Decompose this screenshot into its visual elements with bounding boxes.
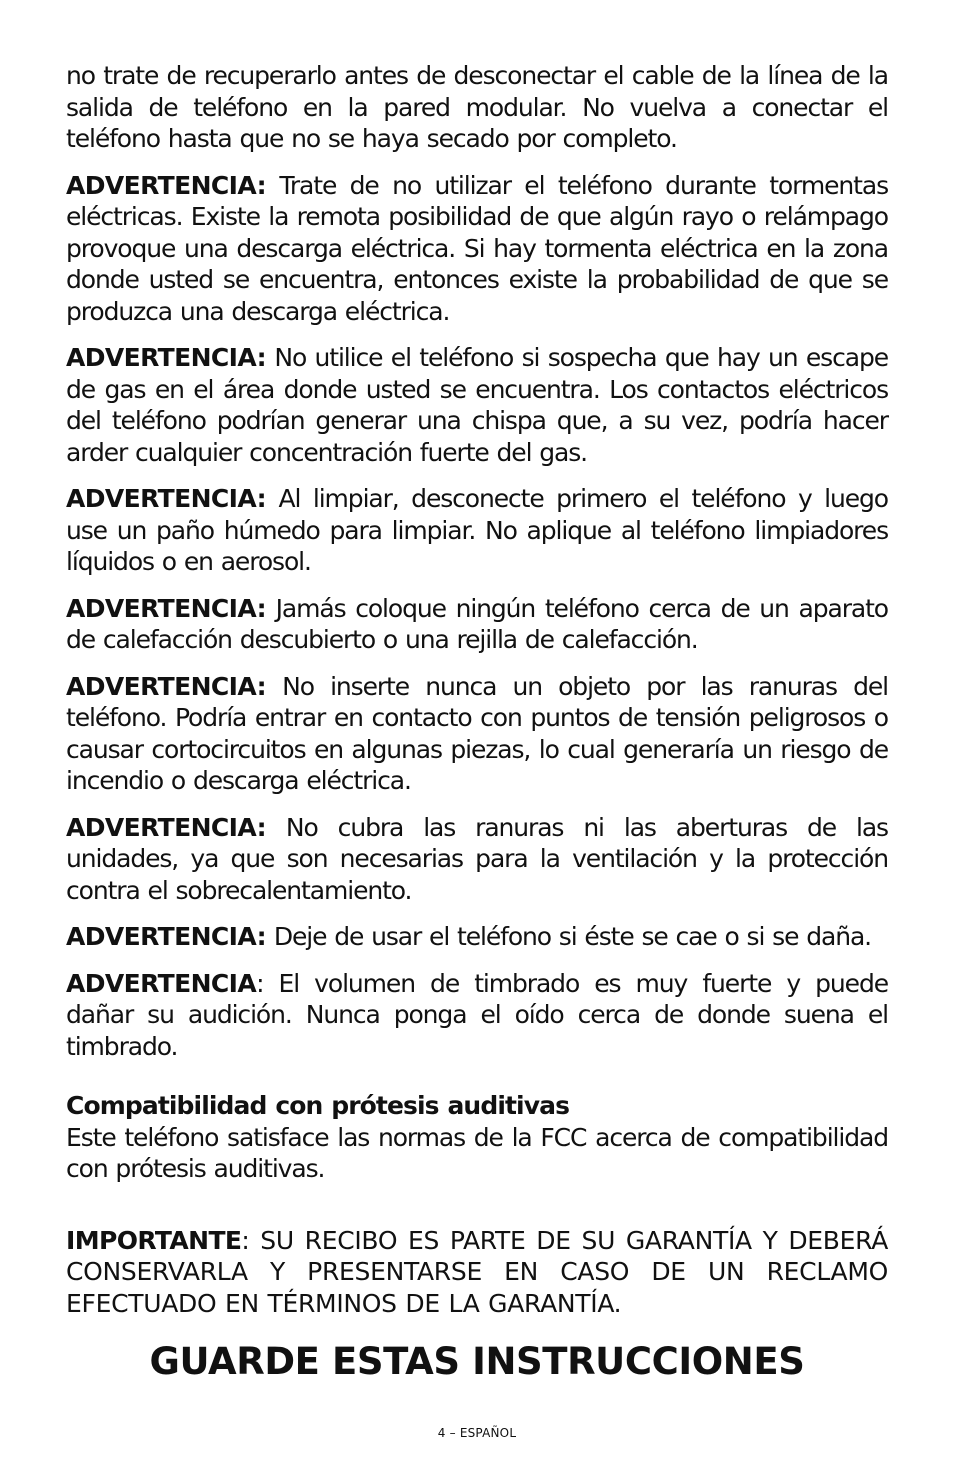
warning-storm [66,170,888,328]
warning-slots [66,671,888,797]
warning-ventilation [66,812,888,907]
warning-text: No utilice el teléfono si sospecha que hay un escape de gas en el área donde usted se encuentra. Los contactos eléctricos del teléfono podrían generar una chispa que, a su vez, podría hacer arder cualquier concentración fuerte del gas. [66,343,888,467]
warning-label: ADVERTENCIA: [66,170,266,200]
document-body [66,60,888,1319]
important-label: IMPORTANTE [66,1225,242,1255]
warning-text: Trate de no utilizar el teléfono durante tormentas eléctricas. Existe la remota posibilidad de que algún rayo o relámpago provoque una descarga eléctrica. Si hay tormenta eléctrica en la zona donde usted se encuentra, entonces existe la probabilidad de que se produzca una descarga eléctrica. [66,170,888,326]
warning-text: No cubra las ranuras ni las aberturas de las unidades, ya que son necesarias para la ventilación y la protección contra el sobrecalentamiento. [66,812,888,905]
warning-label: ADVERTENCIA: [66,484,266,513]
warning-label: ADVERTENCIA: [66,593,266,623]
warning-text: Al limpiar, desconecte primero el teléfono y luego use un paño húmedo para limpiar. No aplique al teléfono limpiadores líquidos o en aerosol. [66,484,888,576]
warning-text: Deje de usar el teléfono si éste se cae o si se daña. [265,922,872,951]
closing-title: GUARDE ESTAS INSTRUCCIONES [149,1340,805,1383]
warning-gas [66,342,888,468]
warning-text: Jamás coloque ningún teléfono cerca de un aparato de calefacción descubierto o una rejilla de calefacción. [66,593,888,654]
hearing-aid-text: Este teléfono satisface las normas de la FCC acerca de compatibilidad con prótesis auditivas. [66,1122,888,1183]
warning-damage [66,921,888,953]
warning-heater [66,593,888,656]
warning-label: ADVERTENCIA: [66,671,266,701]
intro-paragraph: no trate de recuperarlo antes de desconectar el cable de la línea de la salida de teléfono en la pared modular. No vuelva a conectar el teléfono hasta que no se haya secado por completo. [66,61,888,153]
warning-text: : El volumen de timbrado es muy fuerte y puede dañar su audición. Nunca ponga el oído cerca de donde suena el timbrado. [66,968,888,1061]
warning-label: ADVERTENCIA [66,968,257,998]
important-text: : SU RECIBO ES PARTE DE SU GARANTÍA Y DEBERÁ CONSERVARLA Y PRESENTARSE EN CASO DE UN RECLAMO EFECTUADO EN TÉRMINOS DE LA GARANTÍA. [66,1225,888,1318]
important-notice [66,1225,888,1320]
warning-label: ADVERTENCIA: [66,812,266,842]
warning-cleaning [66,483,888,578]
warning-label: ADVERTENCIA: [66,922,266,951]
warning-label: ADVERTENCIA: [66,343,266,372]
warning-text: No inserte nunca un objeto por las ranuras del teléfono. Podría entrar en contacto con puntos de tensión peligrosos o causar cortocircuitos en algunas piezas, lo cual generaría un riesgo de incendio o descarga eléctrica. [66,671,888,795]
hearing-aid-heading: Compatibilidad con prótesis auditivas [66,1091,570,1120]
page-number: 4 – ESPAÑOL [437,1426,517,1440]
warning-ringer-volume [66,968,888,1063]
